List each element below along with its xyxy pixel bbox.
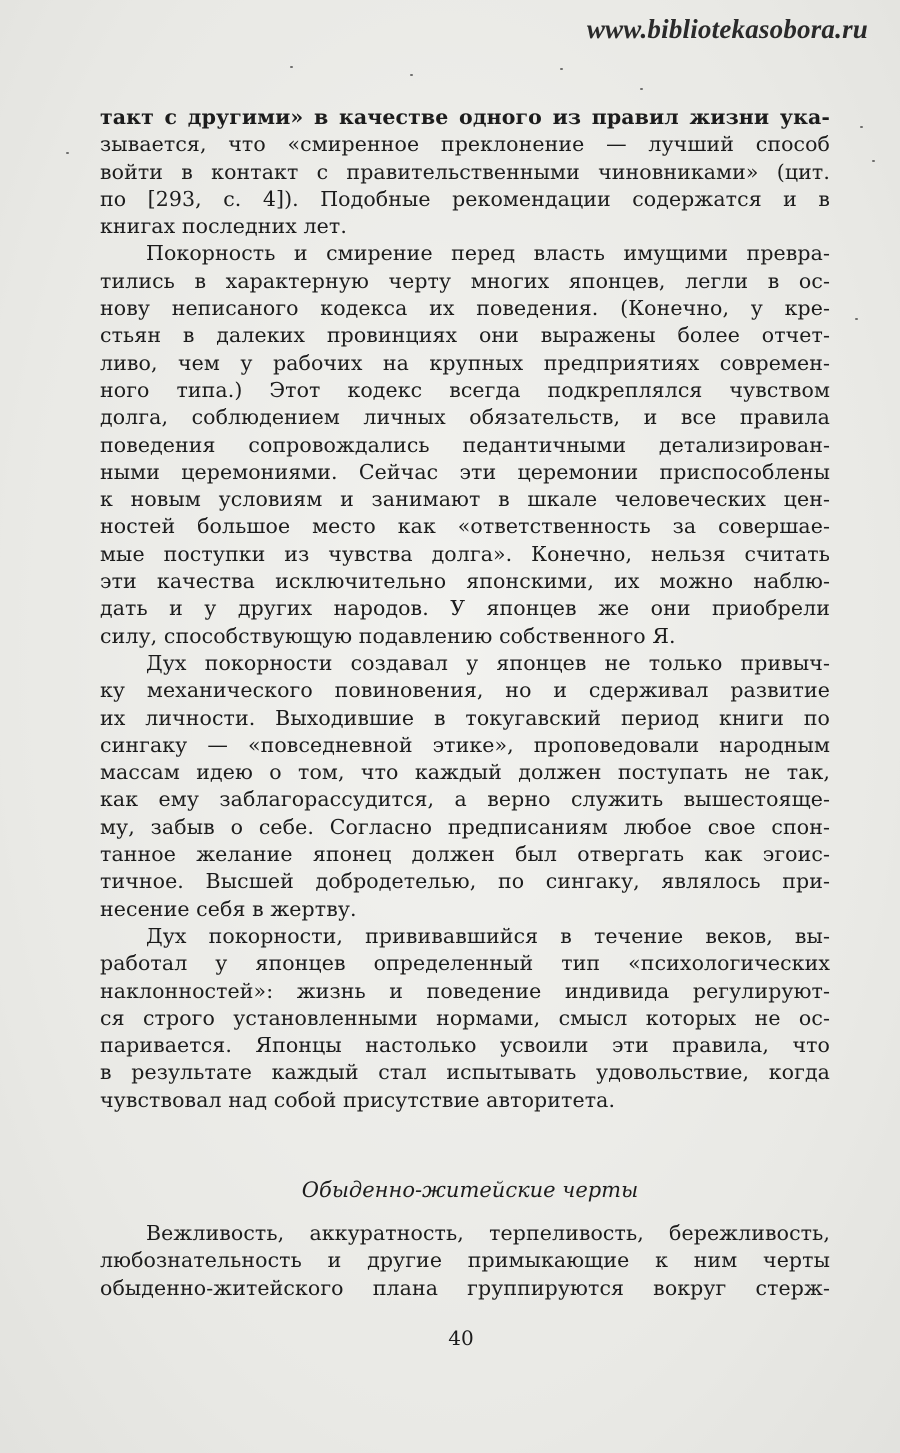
scan-speck [290,66,293,68]
text-line: работал у японцев определенный тип «психологических [100,951,830,976]
text-line: долга, соблюдением личных обязательств, и все правила [100,405,830,430]
text-line: как ему заблагорассудится, а верно служить вышестояще- [100,787,830,812]
text-line: паривается. Японцы настолько усвоили эти правила, что [100,1033,830,1058]
text-line: Покорность и смирение перед власть имущими превра- [146,241,830,266]
text-line: нову неписаного кодекса их поведения. (Конечно, у кре- [100,296,830,321]
text-line: их личности. Выходившие в токугавский период книги по [100,705,830,730]
text-line: ливо, чем у рабочих на крупных предприятиях современ- [100,350,830,375]
text-line: ного типа.) Этот кодекс всегда подкреплялся чувством [100,377,830,402]
text-line: стьян в далеких провинциях они выражены более отчет- [100,323,830,348]
scan-speck [872,160,875,162]
page-number: 40 [448,1326,474,1350]
text-line: такт с другими» в качестве одного из правил жизни ука- [100,105,830,129]
text-line: поведения сопровождались педантичными детализирован- [100,432,830,457]
text-line: войти в контакт с правительственными чиновниками» (цит. [100,159,830,184]
text-line: наклонностей»: жизнь и поведение индивида регулируют- [100,978,830,1003]
text-line: тичное. Высшей добродетелью, по сингаку, являлось при- [100,869,830,894]
section-heading: Обыденно-житейские черты [301,1178,639,1202]
scan-speck [410,74,413,76]
text-line: силу, способствующую подавлению собственного Я. [100,623,676,648]
text-line: ностей большое место как «ответственность за совершае- [100,514,830,539]
text-line: тились в характерную черту многих японцев, легли в ос- [100,268,830,293]
text-line: дать и у других народов. У японцев же они приобрели [100,596,830,621]
text-line: ными церемониями. Сейчас эти церемонии приспособлены [100,459,830,484]
text-line: эти качества исключительно японскими, их можно наблю- [100,569,830,594]
text-line: му, забыв о себе. Согласно предписаниям любое свое спон- [100,814,830,839]
text-line: зывается, что «смиренное преклонение — лучший способ [100,132,830,157]
closing-text [100,1220,830,1302]
text-line: танное желание японец должен был отвергать как эгоис- [100,842,830,867]
main-text [100,104,830,1114]
text-line: Дух покорности создавал у японцев не только привыч- [146,650,830,675]
scan-speck [560,68,563,70]
text-line: массам идею о том, что каждый должен поступать не так, [100,760,830,785]
scan-speck [855,318,858,320]
text-line: ся строго установленными нормами, смысл которых не ос- [100,1005,830,1030]
text-line: в результате каждый стал испытывать удовольствие, когда [100,1060,830,1085]
watermark-url: www.bibliotekasobora.ru [586,14,868,44]
text-line: Дух покорности, прививавшийся в течение веков, вы- [146,923,830,948]
scan-speck [640,88,643,90]
scan-speck [860,126,863,128]
text-line: к новым условиям и занимают в шкале человеческих цен- [100,487,830,512]
text-line: несение себя в жертву. [100,896,357,921]
text-line: по [293, с. 4]). Подобные рекомендации содержатся и в [100,186,830,211]
text-line: ку механического повиновения, но и сдерживал развитие [100,678,830,703]
scan-speck [66,152,69,154]
text-line: обыденно-житейского плана группируются вокруг стерж- [100,1275,830,1300]
text-line: мые поступки из чувства долга». Конечно, нельзя считать [100,541,830,566]
text-line: любознательность и другие примыкающие к ним черты [100,1248,830,1273]
text-line: сингаку — «повседневной этике», проповедовали народным [100,732,830,757]
text-line: чувствовал над собой присутствие авторитета. [100,1087,616,1112]
text-line: Вежливость, аккуратность, терпеливость, бережливость, [146,1221,830,1245]
text-line: книгах последних лет. [100,214,347,239]
